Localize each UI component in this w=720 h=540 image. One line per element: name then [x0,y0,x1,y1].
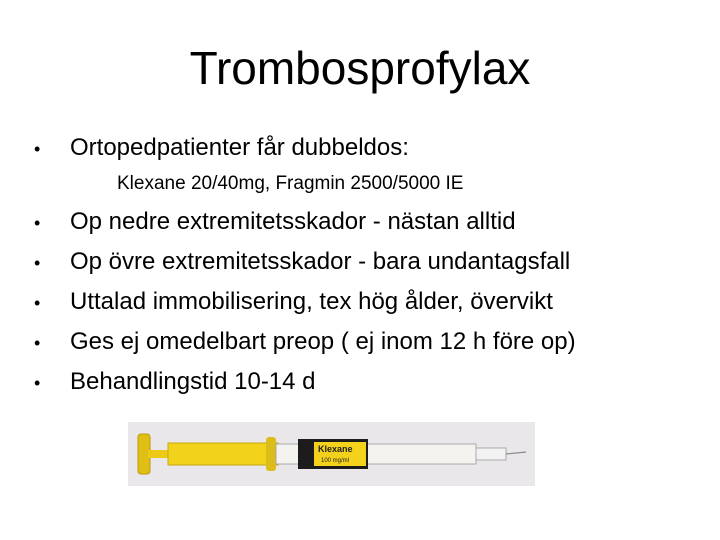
bullet-text: Ortopedpatienter får dubbeldos: [70,134,409,161]
bullet-text: Op nedre extremitetsskador - nästan alltid [70,208,516,235]
bullet-dot: • [34,213,41,233]
bullet-item [34,368,316,397]
bullet-text: Behandlingstid 10-14 d [70,368,316,395]
bullet-dot: • [34,139,41,159]
syringe-photo [128,422,535,486]
slide-title: Trombosprofylax [189,42,531,94]
bullet-item [34,208,516,237]
bullet-item [34,288,553,317]
bullet-text: Ges ej omedelbart preop ( ej inom 12 h före op) [70,328,576,355]
bullet-item [34,134,409,163]
label-brand: Klexane [318,444,353,454]
bullet-dot: • [34,253,41,273]
bullet-item [34,248,570,277]
bullet-text: Op övre extremitetsskador - bara undantagsfall [70,248,571,275]
dosage-line: Klexane 20/40mg, Fragmin 2500/5000 IE [117,173,464,194]
bullet-dot: • [34,373,41,393]
bullet-dot: • [34,293,41,313]
syringe-illustration [128,422,535,486]
label-dose: 100 mg/ml [321,458,350,464]
bullet-item [34,328,576,357]
bullet-text: Uttalad immobilisering, tex hög ålder, övervikt [70,288,553,315]
bullet-dot: • [34,333,41,353]
